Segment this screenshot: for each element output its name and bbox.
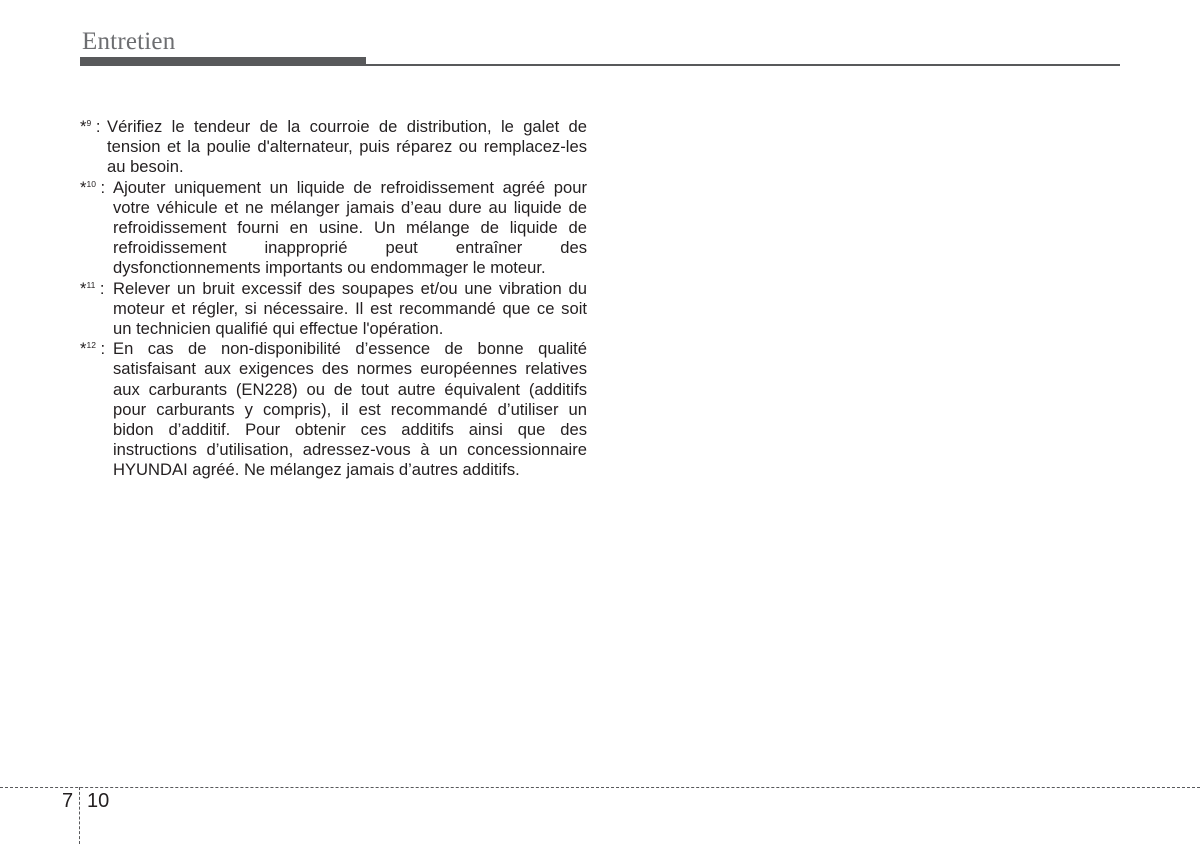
footnote-list [80,117,587,481]
page-number: 10 [87,790,110,812]
footnote-number: 12 [86,340,96,351]
footnote-text: En cas de non-disponibilité d’essence de bonne qualité satisfaisant aux exigences des normes européennes relatives aux carburants (EN228) ou de tout autre équivalent (additifs pour carburants y compris), il est recommandé d’utiliser un bidon d’additif. Pour obtenir ces additifs ainsi que des instructions d’utilisation, adressez-vous à un concessionnaire HYUNDAI agréé. Ne mélangez jamais d’autres additifs. [113,339,587,480]
footnote-9 [80,117,587,178]
page-title: Entretien [82,28,176,55]
footer-dashed-rule [0,787,1200,788]
footer-dashed-divider [79,787,80,844]
footnote-marker: *$^{12}$ : [80,339,106,359]
footnote-text: Vérifiez le tendeur de la courroie de distribution, le galet de tension et la poulie d'alternateur, puis réparez ou remplacez-les au besoin. [107,117,587,177]
footnote-12 [80,339,587,480]
footnote-marker: *$^{10}$ : [80,177,106,197]
footnote-number: 9 [86,118,92,128]
header-rule-thin [366,64,1120,66]
footnote-number: 10 [86,178,96,189]
footnote-10 [80,178,587,279]
footnote-marker: *$^{11}$ : [80,278,105,298]
footnote-marker: *$^9$ : [80,117,101,136]
footnote-11 [80,279,587,340]
header-rule-thick [80,57,366,66]
chapter-number: 7 [62,790,74,812]
footnote-number: 11 [86,279,96,290]
footnote-text: Ajouter uniquement un liquide de refroidissement agréé pour votre véhicule et ne mélanger jamais d’eau dure au liquide de refroidissement fourni en usine. Un mélange de liquide de refroidissement inapproprié peut entraîner des dysfonctionnements importants ou endommager le moteur. [113,177,587,278]
footnote-text: Relever un bruit excessif des soupapes et/ou une vibration du moteur et régler, si nécessaire. Il est recommandé que ce soit un technicien qualifié qui effectue l'opération. [113,278,587,339]
